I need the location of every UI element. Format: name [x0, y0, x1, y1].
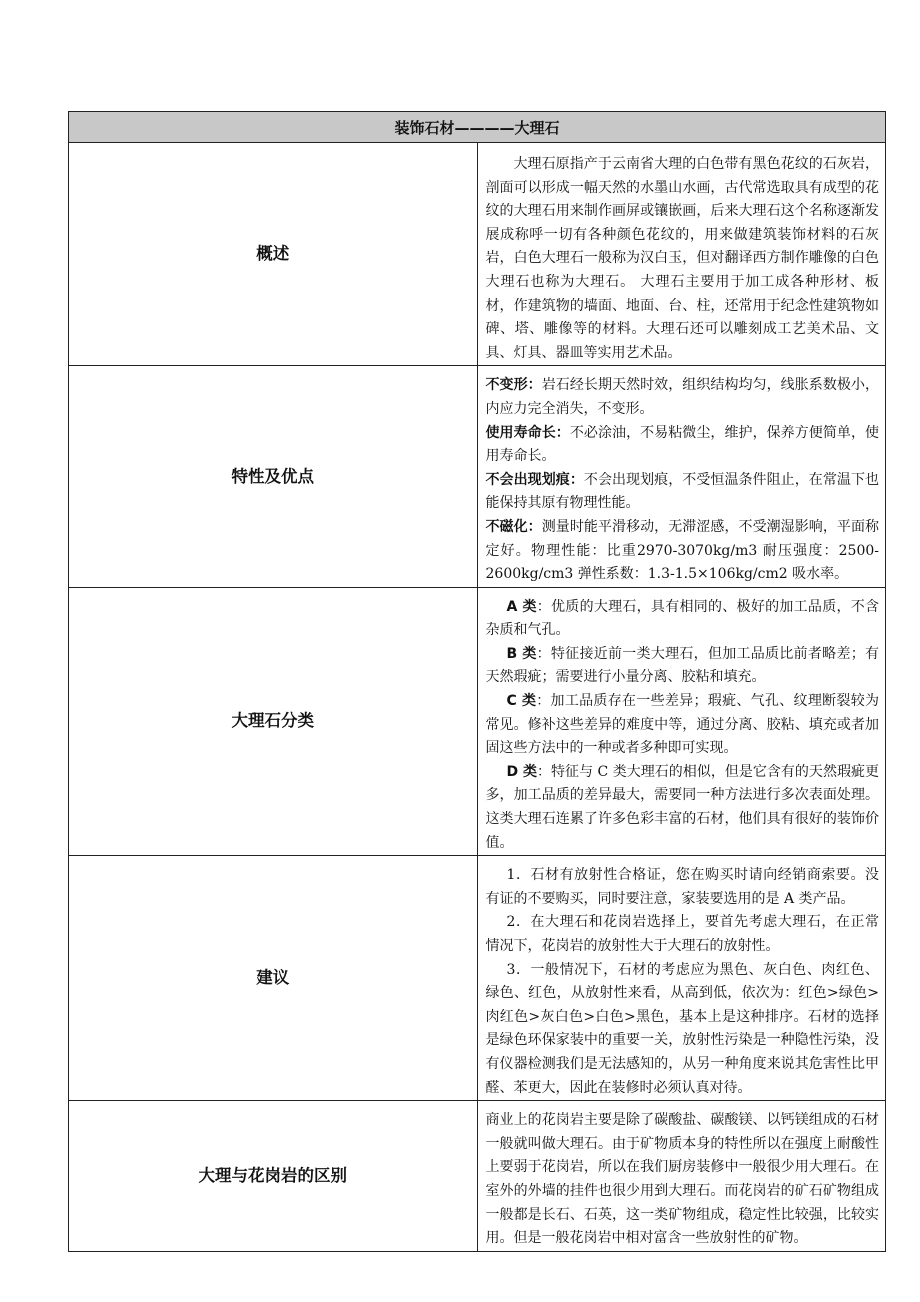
overview-row: [69, 143, 886, 366]
table-title: 装饰石材————大理石: [69, 112, 886, 143]
classes-row: [69, 587, 886, 856]
overview-label: 概述: [69, 143, 478, 366]
class-text: ：优质的大理石，具有相同的、极好的加工品质，不含杂质和气孔。: [485, 598, 880, 639]
class-text: ：特征接近前一类大理石，但加工品质比前者略差；有天然瑕疵；需要进行小量分离、胶粘和填充。: [485, 645, 880, 686]
property-item: [486, 374, 880, 421]
difference-content: [477, 1101, 886, 1252]
properties-content: [477, 366, 886, 587]
class-term: D 类: [506, 763, 538, 780]
advice-item: 1．石材有放射性合格证，您在购买时请向经销商索要。没有证的不要购买，同时要注意，家装要选用的是 A 类产品。: [485, 867, 879, 907]
class-item: [486, 643, 880, 690]
difference-row: [69, 1101, 886, 1252]
property-text: 测量时能平滑移动，无滞涩感，不受潮湿影响，平面称定好。物理性能：比重2970-3070kg/m3 耐压强度：2500-2600kg/cm3 弹性系数：1.3-1.5×106kg/cm2 吸水率。: [485, 518, 880, 583]
property-term: 不磁化：: [485, 518, 542, 535]
title-row: [69, 112, 886, 143]
marble-info-table: [68, 111, 886, 1252]
classes-label: 大理石分类: [69, 587, 478, 856]
class-term: B 类: [506, 645, 537, 662]
property-term: 不变形：: [485, 377, 542, 394]
class-text: ：特征与 C 类大理石的相似，但是它含有的天然瑕疵更多，加工品质的差异最大，需要同一种方法进行多次表面处理。这类大理石连累了许多色彩丰富的石材，他们具有很好的装饰价值。: [485, 763, 879, 851]
advice-item: 3．一般情况下，石材的考虑应为黑色、灰白色、肉红色、绿色、红色，从放射性来看，从高到低，依次为：红色>绿色>肉红色>灰白色>白色>黑色，基本上是这种排序。石材的选择是绿色环保家装中的重要一关，放射性污染是一种隐性污染，没有仪器检测我们是无法感知的，从另一种角度来说其危害性比甲醛、苯更大，因此在装修时必须认真对待。: [485, 961, 879, 1096]
property-text: 岩石经长期天然时效，组织结构均匀，线胀系数极小，内应力完全消失，不变形。: [485, 377, 880, 417]
property-text: 不会出现划痕，不受恒温条件阻止，在常温下也能保持其原有物理性能。: [485, 471, 880, 512]
difference-text: 商业上的花岗岩主要是除了碳酸盐、碳酸镁、以钙镁组成的石材一般就叫做大理石。由于矿物质本身的特性所以在强度上耐酸性上要弱于花岗岩，所以在我们厨房装修中一般很少用大理石。在室外的外墙的挂件也很少用到大理石。而花岗岩的矿石矿物组成一般都是长石、石英，这一类矿物组成，稳定性比较强，比较实用。但是一般花岗岩中相对富含一些放射性的矿物。: [485, 1112, 879, 1247]
class-item: [486, 596, 880, 643]
property-item: [486, 422, 880, 469]
classes-content: [477, 587, 886, 856]
class-item: [486, 690, 880, 761]
property-term: 使用寿命长：: [485, 424, 570, 441]
class-term: C 类: [506, 693, 537, 710]
class-text: ：加工品质存在一些差异；瑕疵、气孔、纹理断裂较为常见。修补这些差异的难度中等，通过分离、胶粘、填充或者加固这些方法中的一种或者多种即可实现。: [485, 693, 880, 757]
property-item: [486, 516, 880, 587]
advice-row: [69, 856, 886, 1101]
class-item: [486, 761, 880, 855]
property-item: [486, 469, 880, 516]
properties-label: 特性及优点: [69, 366, 478, 587]
difference-label: 大理与花岗岩的区别: [69, 1101, 478, 1252]
overview-content: [477, 143, 886, 366]
advice-content: [477, 856, 886, 1101]
class-term: A 类: [506, 598, 537, 615]
property-text: 不必涂油，不易粘微尘，维护，保养方便简单，使用寿命长。: [485, 424, 880, 465]
properties-row: [69, 366, 886, 587]
overview-text: 大理石原指产于云南省大理的白色带有黑色花纹的石灰岩，剖面可以形成一幅天然的水墨山水画，古代常选取具有成型的花纹的大理石用来制作画屏或镶嵌画，后来大理石这个名称逐渐发展成称呼一切有各种颜色花纹的，用来做建筑装饰材料的石灰岩，白色大理石一般称为汉白玉，但对翻译西方制作雕像的白色大理石也称为大理石。 大理石主要用于加工成各种形材、板材，作建筑物的墙面、地面、台、柱，还常用于纪念性建筑物如碑、塔、雕像等的材料。大理石还可以雕刻成工艺美术品、文具、灯具、器皿等实用艺术品。: [485, 156, 879, 361]
advice-item: 2．在大理石和花岗岩选择上，要首先考虑大理石，在正常情况下，花岗岩的放射性大于大理石的放射性。: [485, 914, 879, 954]
advice-label: 建议: [69, 856, 478, 1101]
property-term: 不会出现划痕：: [485, 471, 584, 488]
